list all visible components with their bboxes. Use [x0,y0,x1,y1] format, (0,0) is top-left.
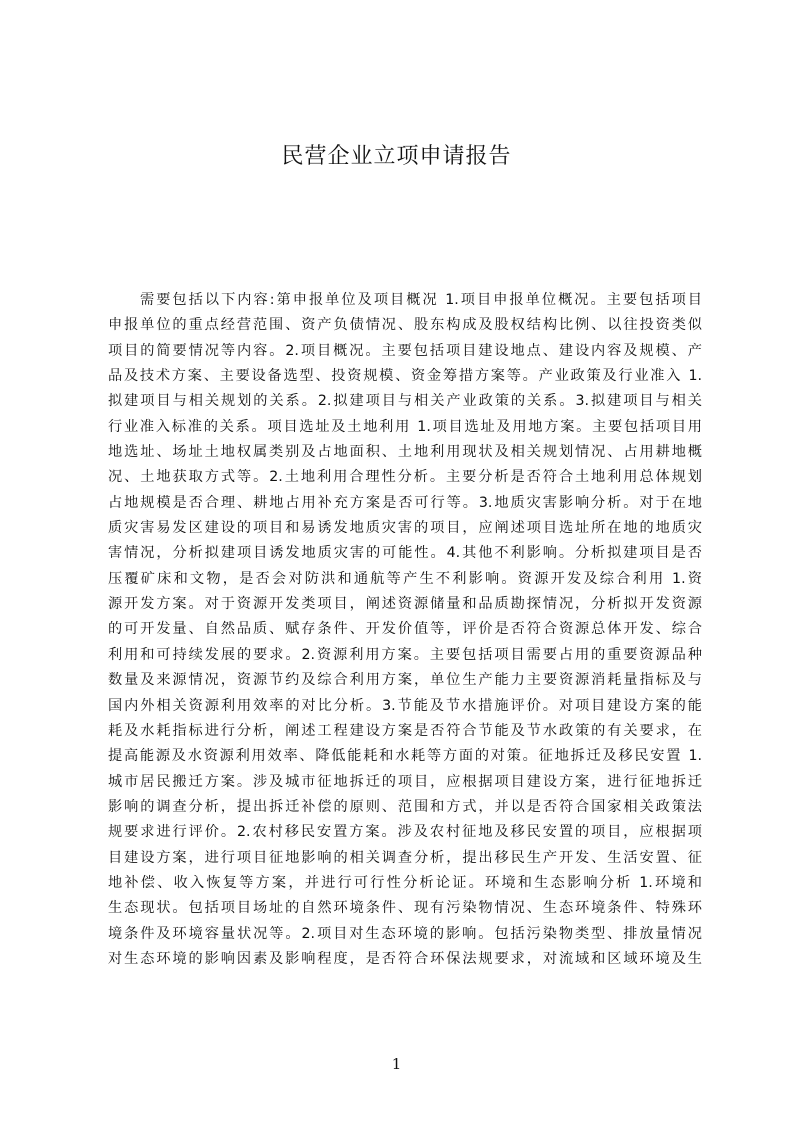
body-line: 生态现状。包括项目场址的自然环境条件、现有污染物情况、生态环境条件、特殊环 [108,900,702,917]
body-line: 提高能源及水资源利用效率、降低能耗和水耗等方面的对策。征地拆迁及移民安置 1. [108,748,702,765]
body-line: 目建设方案，进行项目征地影响的相关调查分析，提出移民生产开发、生活安置、征 [108,849,702,866]
body-text [108,288,702,972]
body-line: 况、土地获取方式等。2.土地利用合理性分析。主要分析是否符合土地利用总体规划 [108,469,702,486]
body-line: 城市居民搬迁方案。涉及城市征地拆迁的项目，应根据项目建设方案，进行征地拆迁 [108,773,702,790]
body-line: 品及技术方案、主要设备选型、投资规模、资金筹措方案等。产业政策及行业准入 1. [108,368,702,385]
page-title: 民营企业立项申请报告 [281,144,512,169]
body-line: 害情况，分析拟建项目诱发地质灾害的可能性。4.其他不利影响。分析拟建项目是否 [108,545,702,562]
body-line: 项目的简要情况等内容。2.项目概况。主要包括项目建设地点、建设内容及规模、产 [108,342,702,359]
body-line: 利用和可持续发展的要求。2.资源利用方案。主要包括项目需要占用的重要资源品种 [108,646,702,663]
page-number: 1 [391,1055,402,1073]
body-line: 耗及水耗指标进行分析，阐述工程建设方案是否符合节能及节水政策的有关要求，在 [108,722,702,739]
body-line: 国内外相关资源利用效率的对比分析。3.节能及节水措施评价。对项目建设方案的能 [108,697,702,714]
body-line: 数量及来源情况，资源节约及综合利用方案，单位生产能力主要资源消耗量指标及与 [108,672,702,689]
body-line: 质灾害易发区建设的项目和易诱发地质灾害的项目，应阐述项目选址所在地的地质灾 [108,520,702,537]
body-line: 影响的调查分析，提出拆迁补偿的原则、范围和方式，并以是否符合国家相关政策法 [108,798,702,815]
body-line: 占地规模是否合理、耕地占用补充方案是否可行等。3.地质灾害影响分析。对于在地 [108,494,702,511]
body-line: 源开发方案。对于资源开发类项目，阐述资源储量和品质勘探情况，分析拟开发资源 [108,596,702,613]
body-line: 规要求进行评价。2.农村移民安置方案。涉及农村征地及移民安置的项目，应根据项 [108,824,702,841]
body-line: 拟建项目与相关规划的关系。2.拟建项目与相关产业政策的关系。3.拟建项目与相关 [108,393,702,410]
body-line: 对生态环境的影响因素及影响程度，是否符合环保法规要求，对流域和区域环境及生 [108,950,702,967]
body-line: 申报单位的重点经营范围、资产负债情况、股东构成及股权结构比例、以往投资类似 [108,317,702,334]
body-line: 地选址、场址土地权属类别及占地面积、土地利用现状及相关规划情况、占用耕地概 [108,444,702,461]
body-line: 需要包括以下内容:第申报单位及项目概况 1.项目申报单位概况。主要包括项目 [140,292,702,308]
body-line: 的可开发量、自然品质、赋存条件、开发价值等，评价是否符合资源总体开发、综合 [108,621,702,638]
body-line: 地补偿、收入恢复等方案，并进行可行性分析论证。环境和生态影响分析 1.环境和 [108,874,702,891]
body-line: 境条件及环境容量状况等。2.项目对生态环境的影响。包括污染物类型、排放量情况 [108,925,702,942]
body-line: 压覆矿床和文物，是否会对防洪和通航等产生不利影响。资源开发及综合利用 1.资 [108,570,702,587]
body-line: 行业准入标准的关系。项目选址及土地利用 1.项目选址及用地方案。主要包括项目用 [108,418,702,435]
